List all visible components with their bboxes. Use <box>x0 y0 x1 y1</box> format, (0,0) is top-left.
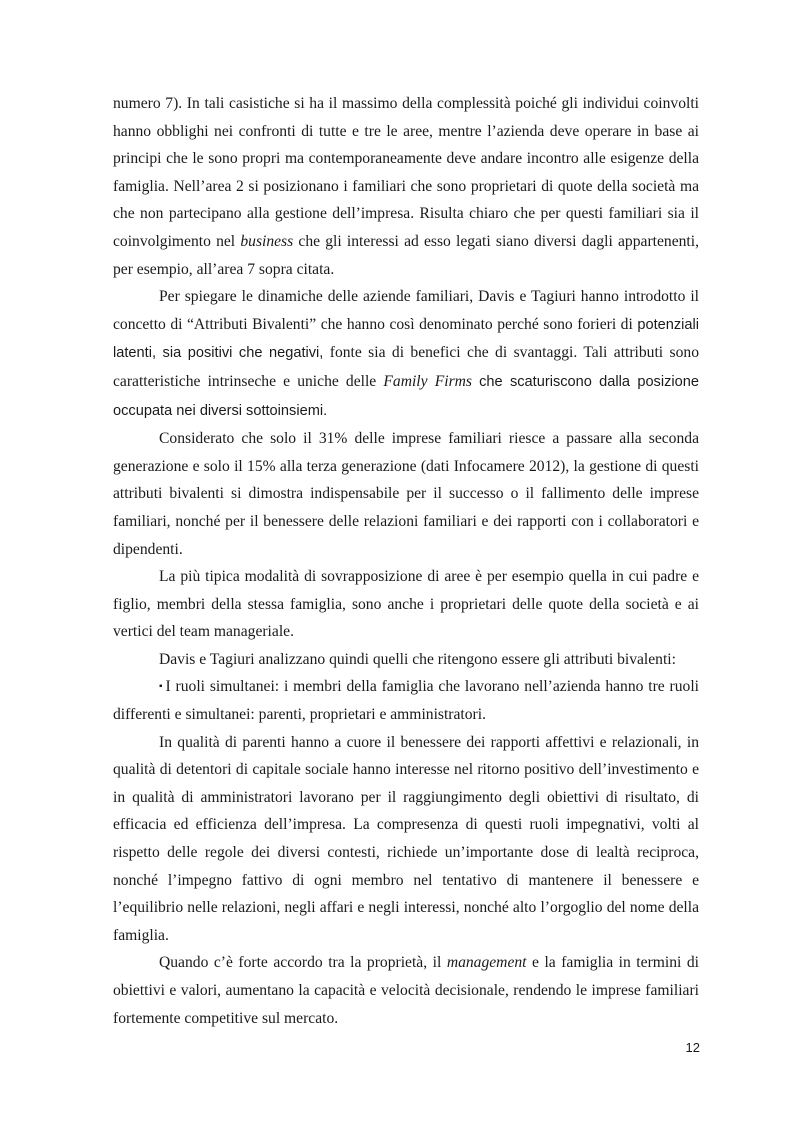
paragraph-7: In qualità di parenti hanno a cuore il benessere dei rapporti affettivi e relazionali, in qualità di detentori di capitale sociale hanno interesse nel ritorno positivo dell’investimento e in qualità di amministratori lavorano per il raggiungimento degli obiettivi di risultato, di efficacia ed efficienza dell’impresa. La compresenza di questi ruoli impegnativi, volti al rispetto delle regole dei diversi contesti, richiede un’importante dose di lealtà reciproca, nonché l’impegno fattivo di ogni membro nel tentativo di mantenere il benessere e l’equilibrio nelle relazioni, negli affari e negli interessi, nonché alto l’orgoglio del nome della famiglia. <box>113 733 699 944</box>
paragraph-5: Davis e Tagiuri analizzano quindi quelli che ritengono essere gli attributi bivalenti: <box>159 650 676 668</box>
paragraph-2-sans-segment: potenziali latenti, sia positivi che negativi, <box>113 316 700 362</box>
paragraph-8-end: e la famiglia in termini di obiettivi e valori, aumentano la capacità e velocità decisionale, rendendo le imprese familiari fortemente competitive sul mercato. <box>113 954 699 1027</box>
italic-management: management <box>446 954 527 972</box>
bullet-item-text: I ruoli simultanei: i membri della famiglia che lavorano nell’azienda hanno tre ruoli differenti e simultanei: parenti, proprietari e amministratori. <box>113 678 700 724</box>
body-text <box>113 90 699 1032</box>
paragraph-2-middle: fonte sia di benefici che di svantaggi. Tali attributi sono caratteristiche intrinseche e uniche delle <box>113 344 699 390</box>
paragraph-1-end: che gli interessi ad esso legati siano diversi dagli appartenenti, per esempio, all’area 7 sopra citata. <box>113 232 699 278</box>
paragraph-1 <box>113 90 699 283</box>
bullet-item <box>113 673 699 728</box>
paragraph-8-start: Quando c’è forte accordo tra la proprietà, il <box>159 954 442 972</box>
italic-family-firms: Family Firms <box>383 372 472 390</box>
paragraph-4: La più tipica modalità di sovrapposizione di aree è per esempio quella in cui padre e figlio, membri della stessa famiglia, sono anche i proprietari delle quote della società e ai vertici del team manageriale. <box>113 568 699 641</box>
page-number: 12 <box>685 1040 700 1055</box>
paragraph-2-start: Per spiegare le dinamiche delle aziende familiari, Davis e Tagiuri hanno introdotto il concetto di “Attributi Bivalenti” che hanno così denominato perché sono forieri di <box>113 288 699 333</box>
paragraph-3: Considerato che solo il 31% delle imprese familiari riesce a passare alla seconda generazione e solo il 15% alla terza generazione (dati Infocamere 2012), la gestione di questi attributi bivalenti si dimostra indispensabile per il successo o il fallimento delle imprese familiari, nonché per il benessere delle relazioni familiari e dei rapporti con i collaboratori e dipendenti. <box>113 430 699 558</box>
paragraph-2-sans-end: che scaturiscono dalla posizione occupata nei diversi sottoinsiemi. <box>113 373 699 419</box>
square-bullet-icon: ▪ <box>159 681 164 693</box>
italic-business: business <box>240 232 294 250</box>
paragraph-2 <box>113 283 699 425</box>
paragraph-1-text: numero 7). In tali casistiche si ha il massimo della complessità poiché gli individui coinvolti hanno obblighi nei confronti di tutte e tre le aree, mentre l’azienda deve operare in base ai principi che le sono propri ma contemporaneamente deve andare incontro alle esigenze della famiglia. Nell’area 2 si posizionano i familiari che sono proprietari di quote della società ma che non partecipano alla gestione dell’impresa. Risulta chiaro che per questi familiari sia il coinvolgimento nel <box>113 95 699 250</box>
paragraph-8 <box>113 949 699 1032</box>
